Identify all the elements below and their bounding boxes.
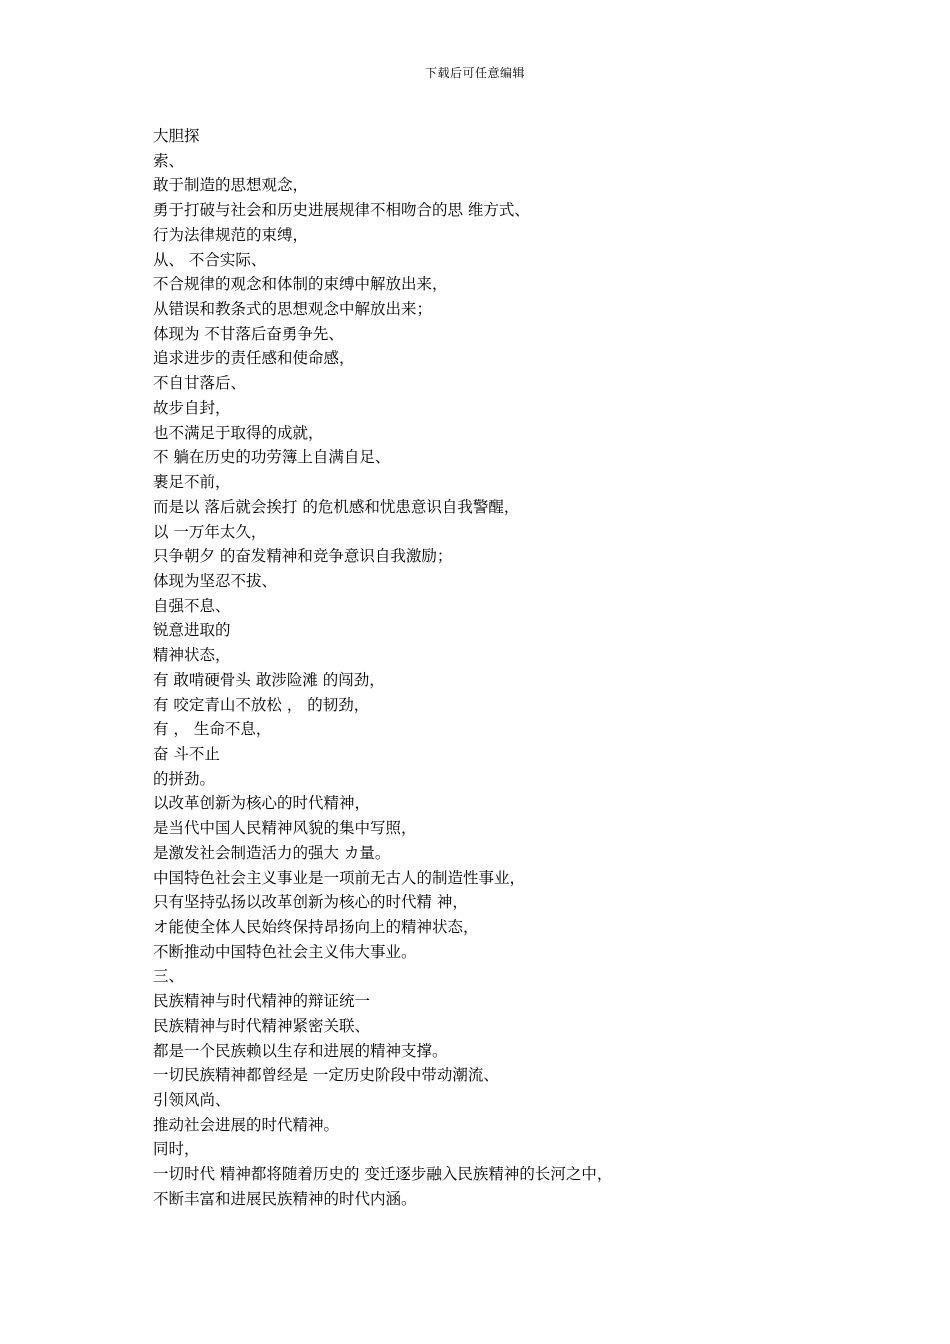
text-line: 以改革创新为核心的时代精神， — [153, 794, 371, 813]
text-line: 奋 斗不止 — [153, 744, 220, 763]
text-line: 裹足不前， — [153, 473, 231, 492]
document-body — [153, 124, 853, 1212]
text-line: 是当代中国人民精神风貌的集中写照， — [153, 819, 417, 838]
text-line: 有 敢啃硬骨头 敢涉险滩 的闯劲， — [153, 670, 385, 689]
text-line: 行为法律规范的束缚， — [153, 225, 309, 244]
text-line: 不断推动中国特色社会主义伟大事业。 — [153, 942, 417, 961]
text-line: 有 咬定青山不放松 ， 的韧劲， — [153, 695, 370, 714]
text-line: 民族精神与时代精神紧密关联、 — [153, 1016, 371, 1035]
text-line: 敢于制造的思想观念， — [153, 176, 309, 195]
text-line: オ能使全体人民始终保持昂扬向上的精神状态， — [153, 918, 479, 936]
text-line: 是激发社会制造活力的强大 カ量。 — [153, 843, 391, 862]
text-line: 不断丰富和进展民族精神的时代内涵。 — [153, 1189, 417, 1208]
text-line: 不合规律的观念和体制的束缚中解放出来， — [153, 275, 448, 294]
section-heading: 三、 — [153, 967, 185, 986]
text-line: 不自甘落后、 — [153, 374, 247, 393]
text-line: 故步自封， — [153, 398, 231, 417]
text-line: 都是一个民族赖以生存和进展的精神支撑。 — [153, 1041, 448, 1060]
text-line: 也不满足于取得的成就， — [153, 423, 324, 442]
text-line: 的拼劲。 — [153, 769, 216, 788]
text-line: 有 ， 生命不息， — [153, 720, 272, 739]
text-line: 只争朝夕 的奋发精神和竞争意识自我激励； — [153, 547, 453, 566]
text-line: 不 躺在历史的功劳簿上自满自足、 — [153, 448, 391, 467]
text-line: 一切时代 精神都将随着历史的 变迁逐步融入民族精神的长河之中， — [153, 1165, 613, 1184]
text-line: 中国特色社会主义事业是一项前无古人的制造性事业， — [153, 868, 526, 887]
text-line: 从错误和教条式的思想观念中解放出来； — [153, 300, 433, 319]
text-line: 精神状态， — [153, 646, 231, 665]
text-line: 索、 — [153, 151, 185, 170]
text-line: 推动社会进展的时代精神。 — [153, 1115, 340, 1134]
text-line: 锐意进取的 — [153, 621, 231, 640]
text-line: 而是以 落后就会挨打 的危机感和忧患意识自我警醒， — [153, 497, 520, 516]
text-line: 引领风尚、 — [153, 1091, 231, 1110]
text-line: 体现为坚忍不拔、 — [153, 571, 278, 590]
text-line: 追求进步的责任感和使命感， — [153, 349, 355, 368]
text-line: 同时， — [153, 1140, 200, 1159]
text-line: 自强不息、 — [153, 596, 231, 615]
section-title: 民族精神与时代精神的辩证统一 — [153, 992, 371, 1011]
page-header: 下载后可任意编辑 — [424, 66, 525, 80]
text-line: 以 一万年太久， — [153, 522, 267, 541]
text-line: 只有坚持弘扬以改革创新为核心的时代精 神， — [153, 893, 468, 912]
text-line: 从、 不合实际、 — [153, 250, 267, 269]
text-line: 勇于打破与社会和历史进展规律不相吻合的思 维方式、 — [153, 201, 530, 220]
text-line: 一切民族精神都曾经是 一定历史阶段中带动潮流、 — [153, 1066, 499, 1085]
text-line: 体现为 不甘落后奋勇争先、 — [153, 324, 344, 343]
text-line: 大胆探 — [153, 127, 200, 145]
